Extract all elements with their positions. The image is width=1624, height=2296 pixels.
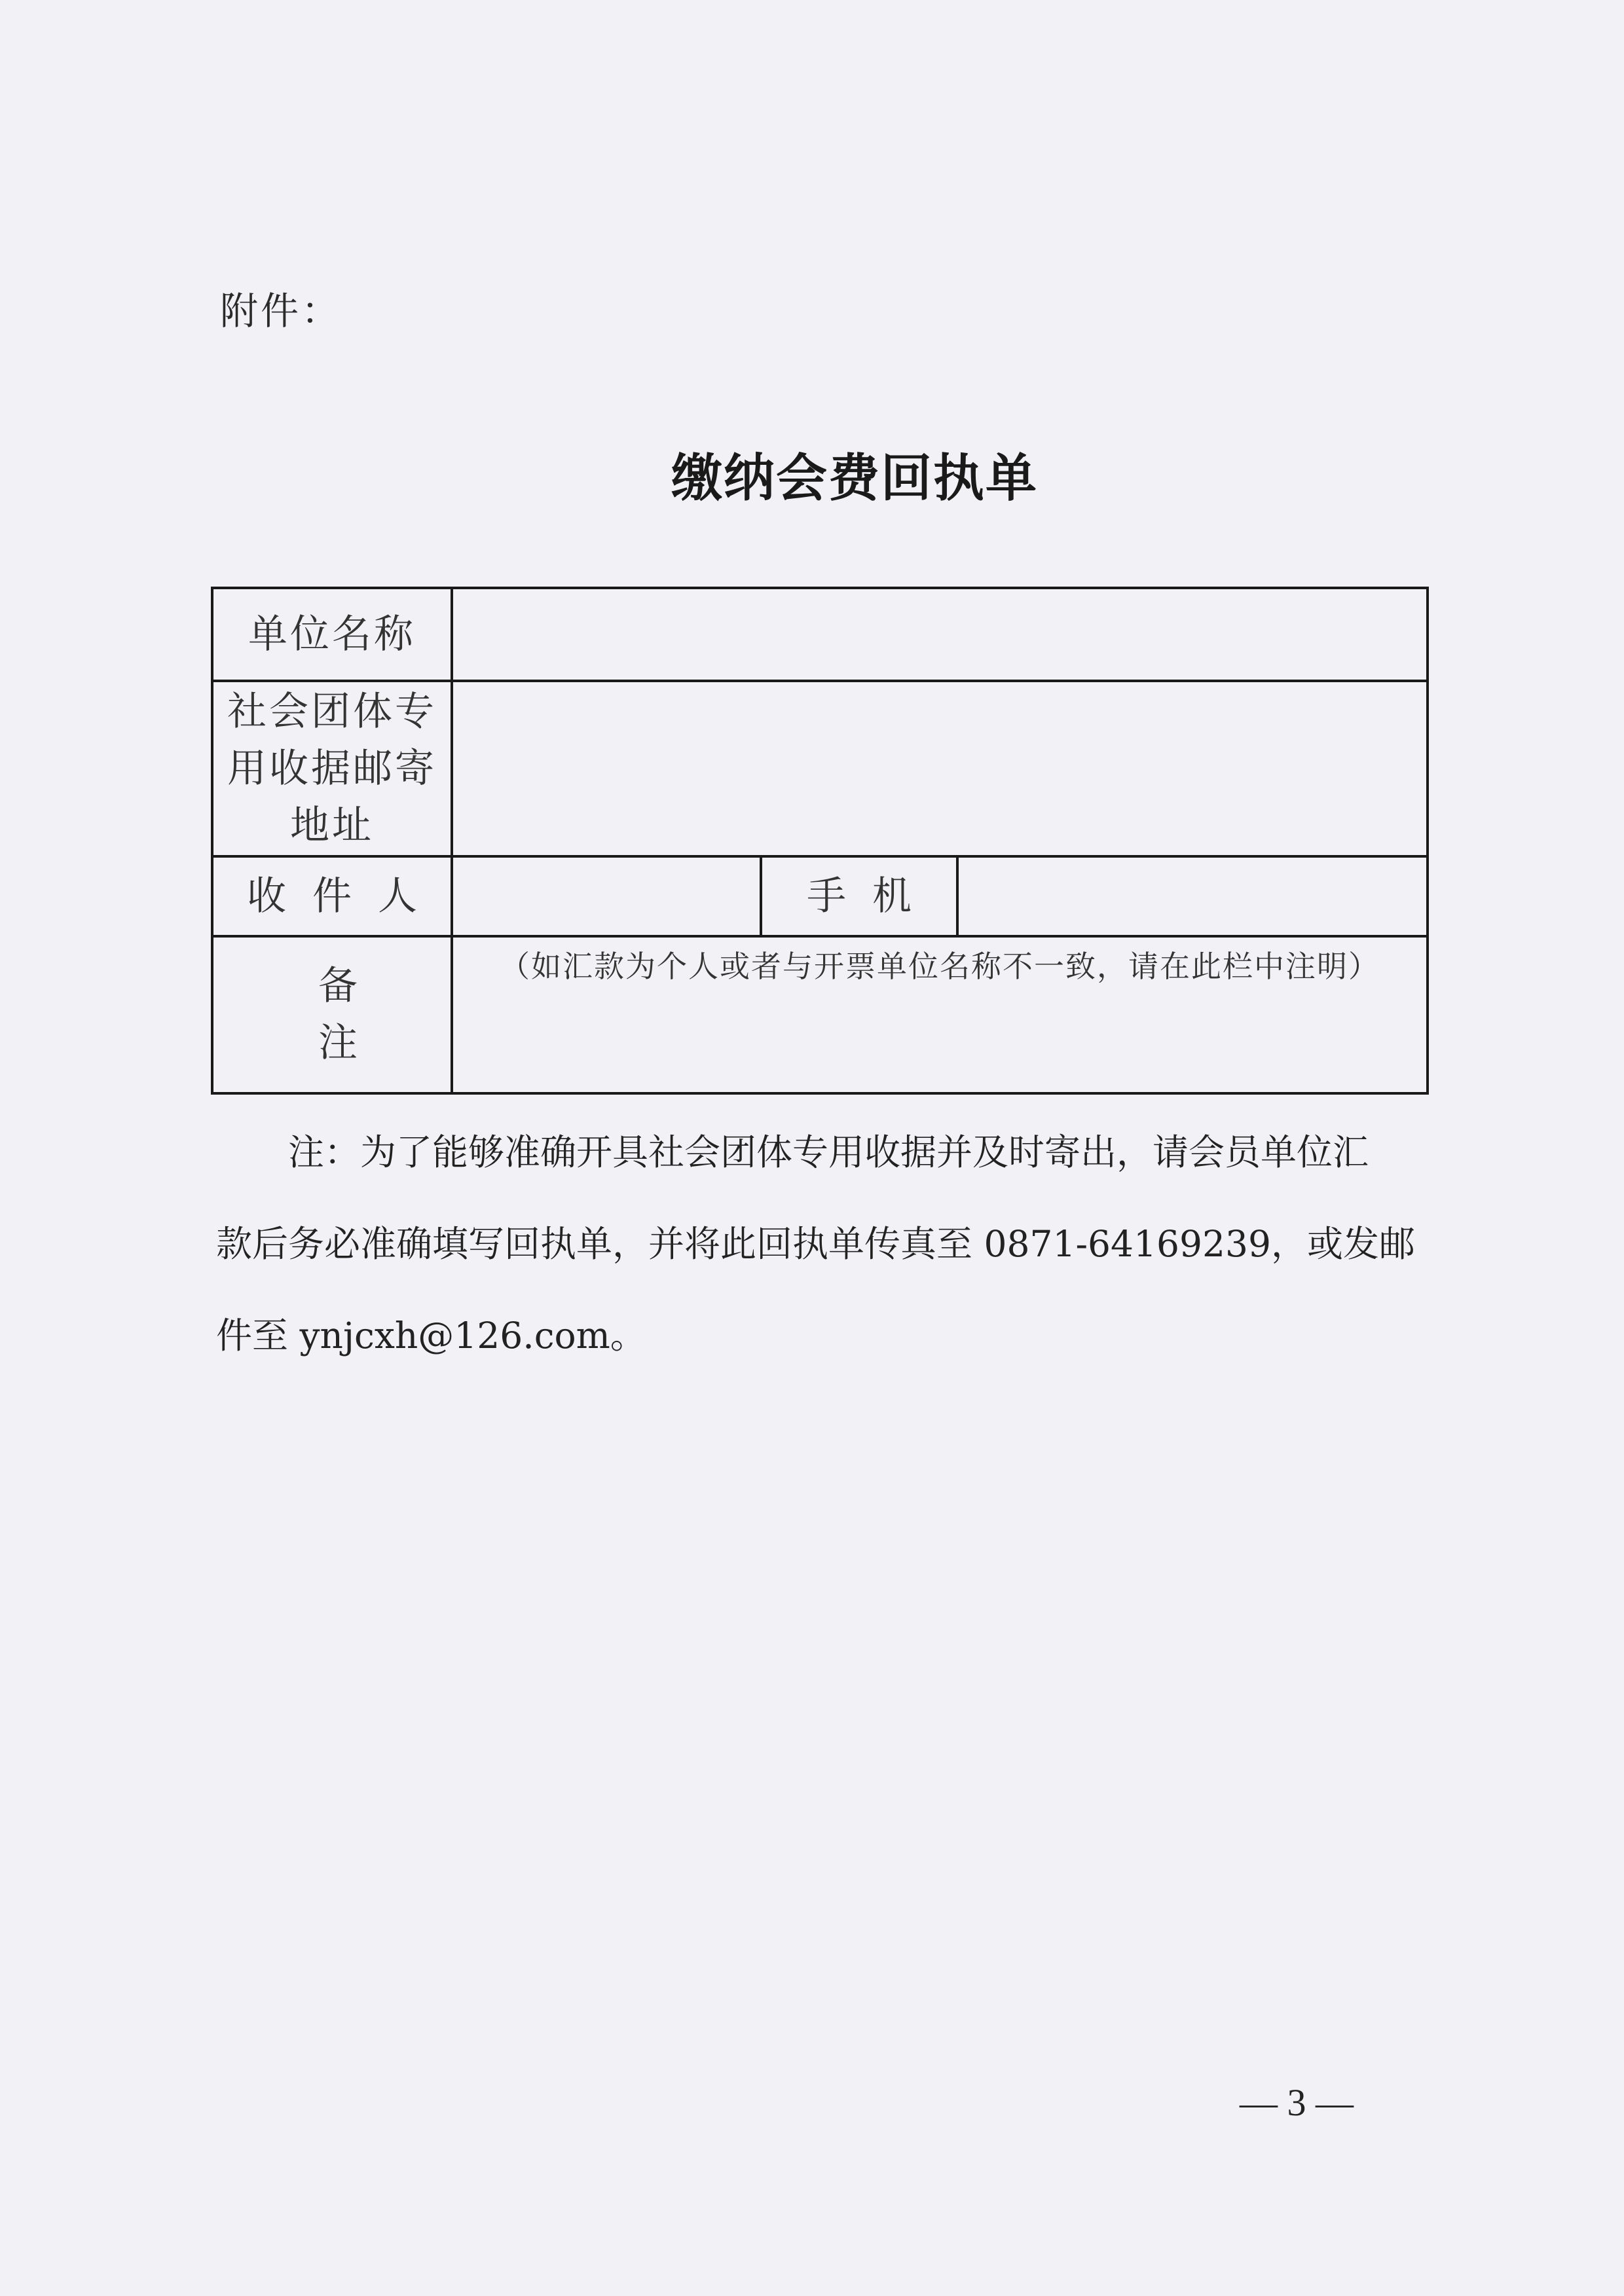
address-row bbox=[212, 681, 1428, 856]
phone-field[interactable] bbox=[957, 856, 1428, 936]
page-number: — 3 — bbox=[1240, 2081, 1354, 2124]
remarks-note: （如汇款为个人或者与开票单位名称不一致，请在此栏中注明） bbox=[500, 949, 1380, 984]
footnote-line-3: 件至 ynjcxh@126.com。 bbox=[216, 1315, 646, 1357]
receipt-form-table bbox=[211, 587, 1429, 1095]
footnote bbox=[216, 1106, 1421, 1381]
remarks-label: 备注 bbox=[212, 936, 452, 1093]
form-title: 缴纳会费回执单 bbox=[671, 448, 1038, 508]
recipient-label: 收件人 bbox=[212, 856, 452, 936]
attachment-label: 附件： bbox=[220, 289, 342, 333]
address-field[interactable] bbox=[452, 681, 1428, 856]
address-label bbox=[212, 681, 452, 856]
footnote-line-2: 款后务必准确填写回执单，并将此回执单传真至 0871-64169239，或发邮 bbox=[216, 1223, 1415, 1265]
address-label-line-1: 社会团体专 bbox=[227, 688, 437, 735]
phone-label: 手机 bbox=[761, 856, 957, 936]
recipient-field[interactable] bbox=[452, 856, 761, 936]
unit-name-row bbox=[212, 588, 1428, 681]
remarks-row bbox=[212, 936, 1428, 1093]
unit-name-field[interactable] bbox=[452, 588, 1428, 681]
address-label-line-2: 用收据邮寄 bbox=[227, 745, 437, 792]
address-label-line-3: 地址 bbox=[290, 802, 374, 848]
footnote-line-1: 注：为了能够准确开具社会团体专用收据并及时寄出，请会员单位汇 bbox=[288, 1131, 1369, 1173]
recipient-row bbox=[212, 856, 1428, 936]
unit-name-label: 单位名称 bbox=[212, 588, 452, 681]
remarks-field[interactable] bbox=[452, 936, 1428, 1093]
